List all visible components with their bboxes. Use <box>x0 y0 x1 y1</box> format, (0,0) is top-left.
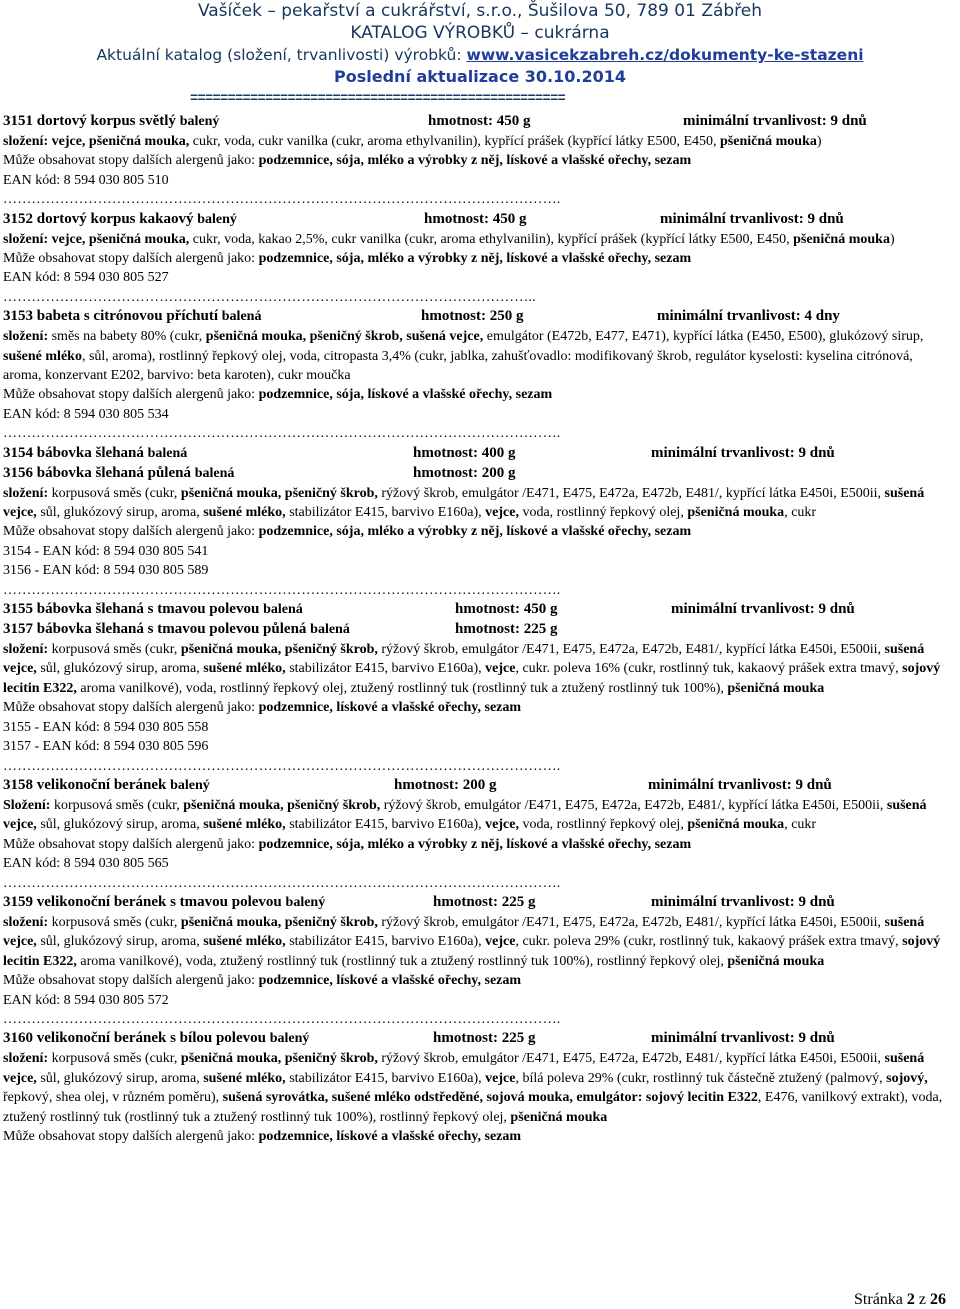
composition-text: stabilizátor E415, barvivo E160a), <box>285 817 486 833</box>
allergen-text: pšeničná mouka <box>510 1109 608 1125</box>
product-list <box>3 112 953 1146</box>
allergen-text: sušené mléko, <box>203 1070 286 1086</box>
dotted-separator: ………………………………………………………………………………………………………. <box>3 758 561 774</box>
product-shelf-life: minimální trvanlivost: 4 dny <box>657 308 840 325</box>
allergen-intro: Může obsahovat stopy dalších alergenů jako: <box>3 836 259 852</box>
allergen-text: pšeničná mouka, pšeničný škrob, <box>180 485 378 501</box>
allergen-list: podzemnice, sója, mléko a výrobky z něj, lískové a vlašské ořechy, sezam <box>258 836 692 852</box>
product-composition <box>3 484 953 523</box>
product-name: 3154 bábovka šlehaná <box>3 444 144 461</box>
composition-text: korpusová směs (cukr, <box>48 914 181 930</box>
product-heading <box>3 600 953 620</box>
allergen-text: sušené mléko, <box>203 661 286 677</box>
page-mid: z <box>914 1291 930 1308</box>
allergen-list: podzemnice, sója, mléko a výrobky z něj, lískové a vlašské ořechy, sezam <box>258 524 692 540</box>
product-name: 3151 dortový korpus světlý <box>3 113 176 129</box>
allergen-text: sojový lecitin E322, <box>3 934 941 969</box>
product-heading <box>3 1029 953 1049</box>
package-type: balený <box>269 1031 310 1047</box>
product-weight: hmotnost: 450 g <box>424 210 527 227</box>
allergen-text: pšeničná mouka, pšeničný škrob, <box>180 642 378 658</box>
product-3152 <box>3 210 953 308</box>
product-3154-3156 <box>3 444 953 600</box>
page-prefix: Stránka <box>854 1291 907 1308</box>
allergen-intro: Může obsahovat stopy dalších alergenů jako: <box>3 1128 259 1144</box>
allergen-text: vejce, <box>485 817 519 833</box>
allergen-warning <box>3 835 953 854</box>
composition-text: stabilizátor E415, barvivo E160a), <box>285 1070 486 1086</box>
product-composition <box>3 640 953 698</box>
allergen-text: pšeničná mouka, pšeničný škrob, <box>180 914 378 930</box>
allergen-list: podzemnice, lískové a vlašské ořechy, sezam <box>258 700 522 716</box>
composition-label: Složení: <box>3 797 51 813</box>
composition-text: stabilizátor E415, barvivo E160a), <box>285 505 486 521</box>
allergen-text: vejce, pšeničná mouka, <box>48 134 190 149</box>
composition-text: sůl, glukózový sirup, aroma, <box>36 934 204 950</box>
catalog-link-line <box>0 44 960 66</box>
ean-code: 3157 - EAN kód: 8 594 030 805 596 <box>3 739 209 755</box>
dotted-separator: ………………………………………………………………………………………………….. <box>3 289 536 305</box>
composition-text: směs na babety 80% (cukr, <box>48 329 206 345</box>
product-heading <box>3 307 953 327</box>
dotted-separator: ………………………………………………………………………………………………………. <box>3 1011 561 1027</box>
product-3153 <box>3 307 953 443</box>
composition-label: složení: <box>3 329 49 345</box>
ean-code: EAN kód: 8 594 030 805 565 <box>3 856 169 872</box>
package-type: balená <box>194 465 235 481</box>
allergen-intro: Může obsahovat stopy dalších alergenů jako: <box>3 973 259 989</box>
product-composition <box>3 796 953 835</box>
allergen-list: podzemnice, sója, mléko a výrobky z něj, lískové a vlašské ořechy, sezam <box>258 153 692 169</box>
composition-text: stabilizátor E415, barvivo E160a), <box>285 661 486 677</box>
composition-text: rýžový škrob, emulgátor /E471, E475, E472a, E472b, E481/, kypřící látka E450i, E500ii, <box>380 797 887 813</box>
product-shelf-life: minimální trvanlivost: 9 dnů <box>683 113 867 129</box>
allergen-text: vejce <box>485 934 516 950</box>
composition-text: korpusová směs (cukr, <box>50 797 184 813</box>
product-name: 3158 velikonoční beránek <box>3 776 167 793</box>
composition-label: složení: <box>3 485 49 501</box>
product-shelf-life: minimální trvanlivost: 9 dnů <box>671 601 855 618</box>
allergen-intro: Může obsahovat stopy dalších alergenů jako: <box>3 524 259 540</box>
product-name: 3159 velikonoční beránek s tmavou polevou <box>3 893 282 910</box>
page-total: 26 <box>930 1291 946 1308</box>
allergen-warning <box>3 249 953 268</box>
composition-text: rýžový škrob, emulgátor /E471, E475, E472a, E472b, E481/, kypřící látka E450i, E500ii, <box>377 642 885 658</box>
ean-code: 3154 - EAN kód: 8 594 030 805 541 <box>3 543 209 559</box>
composition-text: sůl, glukózový sirup, aroma, <box>36 817 204 833</box>
composition-text: rýžový škrob, emulgátor /E471, E475, E472a, E472b, E481/, kypřící látka E450i, E500ii, <box>377 914 885 930</box>
allergen-text: vejce <box>485 661 516 677</box>
product-weight: hmotnost: 450 g <box>428 113 531 129</box>
allergen-text: pšeničná mouka, pšeničný škrob, <box>183 797 381 813</box>
product-shelf-life: minimální trvanlivost: 9 dnů <box>651 1030 835 1047</box>
document-header <box>0 0 960 88</box>
package-type: balený <box>285 894 326 910</box>
product-shelf-life: minimální trvanlivost: 9 dnů <box>651 893 835 910</box>
header-separator: ================================================== <box>190 92 566 107</box>
product-weight: hmotnost: 225 g <box>433 893 536 910</box>
package-type: balený <box>197 211 237 227</box>
dotted-separator: ………………………………………………………………………………………………………. <box>3 192 561 208</box>
allergen-text: sušená vejce, <box>3 1051 925 1086</box>
product-3159 <box>3 893 953 1029</box>
last-update: Poslední aktualizace 30.10.2014 <box>334 67 626 86</box>
product-heading-secondary <box>3 620 953 640</box>
product-3155-3157 <box>3 600 953 776</box>
product-shelf-life: minimální trvanlivost: 9 dnů <box>660 210 844 227</box>
ean-code: 3156 - EAN kód: 8 594 030 805 589 <box>3 563 209 579</box>
product-composition <box>3 1049 953 1127</box>
product-composition <box>3 327 953 385</box>
product-3151 <box>3 112 953 210</box>
allergen-text: pšeničná mouka <box>687 817 785 833</box>
composition-text: korpusová směs (cukr, <box>48 642 181 658</box>
allergen-text: sojový lecitin E322, <box>3 661 941 696</box>
allergen-intro: Může obsahovat stopy dalších alergenů jako: <box>3 700 259 716</box>
composition-label: složení: <box>3 914 49 930</box>
page-number <box>854 1291 946 1309</box>
allergen-warning <box>3 1127 953 1146</box>
product-weight: hmotnost: 225 g <box>433 1030 536 1047</box>
composition-text: rýžový škrob, emulgátor /E471, E475, E472a, E472b, E481/, kypřící látka E450i, E500ii, <box>377 485 885 501</box>
allergen-text: pšeničná mouka, pšeničný škrob, <box>180 1051 378 1067</box>
allergen-warning <box>3 698 953 717</box>
allergen-intro: Může obsahovat stopy dalších alergenů jako: <box>3 387 259 403</box>
allergen-text: pšeničná mouka <box>793 231 890 247</box>
dotted-separator: ………………………………………………………………………………………………………. <box>3 875 561 891</box>
product-heading <box>3 776 953 796</box>
allergen-text: sušené mléko <box>3 348 82 364</box>
product-heading <box>3 112 953 132</box>
composition-text: ) <box>816 134 822 149</box>
composition-text: , sůl, aroma), rostlinný řepkový olej, voda, citropasta 3,4% (cukr, jablka, zahušťovadlo: modifikovaný škrob, regulátor kyselosti: kyselina citrónová, aroma, konzervant E202, barvivo: beta karoten), cukr moučka <box>3 348 913 384</box>
package-type: balená <box>221 309 262 325</box>
ean-code: 3155 - EAN kód: 8 594 030 805 558 <box>3 719 209 735</box>
product-3158 <box>3 776 953 893</box>
product-heading <box>3 444 953 464</box>
product-composition <box>3 230 953 249</box>
allergen-text: sojový, <box>886 1070 928 1086</box>
product-weight: hmotnost: 450 g <box>455 601 558 618</box>
allergen-list: podzemnice, sója, mléko a výrobky z něj, lískové a vlašské ořechy, sezam <box>258 251 692 267</box>
composition-text: cukr, voda, kakao 2,5%, cukr vanilka (cukr, aroma ethylvanilin), kypřící prášek (kypřící látky E500, E450, <box>189 231 794 247</box>
allergen-text: sušená syrovátka, sušené mléko odstředěné, sojová mouka, emulgátor: sojový lecitin E322 <box>222 1090 758 1106</box>
product-heading <box>3 210 953 230</box>
package-type: balený <box>179 114 220 129</box>
dotted-separator: ………………………………………………………………………………………………………. <box>3 426 561 442</box>
allergen-list: podzemnice, lískové a vlašské ořechy, sezam <box>258 1128 522 1144</box>
allergen-warning <box>3 385 953 404</box>
allergen-text: vejce, <box>485 505 519 521</box>
composition-label: složení: <box>3 231 49 247</box>
composition-text: ) <box>889 231 895 247</box>
allergen-text: sušená vejce, <box>3 914 925 950</box>
composition-text: stabilizátor E415, barvivo E160a), <box>285 934 486 950</box>
product-weight: hmotnost: 200 g <box>394 776 497 793</box>
allergen-intro: Může obsahovat stopy dalších alergenů jako: <box>3 153 259 169</box>
product-weight: hmotnost: 200 g <box>413 464 516 481</box>
product-heading-secondary <box>3 464 953 484</box>
product-name: 3152 dortový korpus kakaový <box>3 210 194 227</box>
composition-text: sůl, glukózový sirup, aroma, <box>36 505 204 521</box>
product-name: 3153 babeta s citrónovou příchutí <box>3 308 219 325</box>
composition-text: , E476, vanilkový extrakt), voda, ztužený rostlinný tuk (rostlinný tuk a ztužený rostlinný tuk 100%), rostlinný řepkový olej, <box>3 1090 943 1125</box>
product-3160 <box>3 1029 953 1146</box>
dotted-separator: ………………………………………………………………………………………………………. <box>3 582 561 598</box>
composition-text: aroma vanilkové), voda, rostlinný řepkový olej, ztužený rostlinný tuk (rostlinný tuk a ztužený rostlinný tuk 100%), <box>76 680 728 696</box>
product-name: 3155 bábovka šlehaná s tmavou polevou <box>3 601 260 618</box>
allergen-text: vejce, pšeničná mouka, <box>48 231 190 247</box>
composition-text: , cukr <box>784 505 817 521</box>
allergen-text: vejce <box>485 1070 516 1086</box>
allergen-text: sušená vejce, <box>3 642 925 677</box>
composition-text: sůl, glukózový sirup, aroma, <box>36 1070 204 1086</box>
allergen-text: sušené mléko, <box>203 505 286 521</box>
allergen-intro: Může obsahovat stopy dalších alergenů jako: <box>3 251 259 267</box>
allergen-warning <box>3 151 953 170</box>
composition-text: aroma vanilkové), voda, ztužený rostlinný tuk (rostlinný tuk a ztužený rostlinný tuk 100%), rostlinný řepkový olej, <box>76 953 728 969</box>
allergen-text: pšeničná mouka <box>720 134 817 149</box>
package-type: balená <box>263 602 303 618</box>
composition-text: korpusová směs (cukr, <box>48 1051 181 1067</box>
composition-text: rýžový škrob, emulgátor /E471, E475, E472a, E472b, E481/, kypřící látka E450i, E500ii, <box>377 1051 885 1067</box>
allergen-list: podzemnice, sója, lískové a vlašské ořechy, sezam <box>258 387 553 403</box>
allergen-text: pšeničná mouka <box>687 505 785 521</box>
allergen-text: pšeničná mouka <box>727 953 825 969</box>
composition-text: , cukr. poleva 16% (cukr, rostlinný tuk, kakaový prášek extra tmavý, <box>515 661 903 677</box>
product-composition <box>3 913 953 971</box>
allergen-text: sušené mléko, <box>203 934 286 950</box>
allergen-warning <box>3 522 953 541</box>
ean-code: EAN kód: 8 594 030 805 572 <box>3 992 169 1008</box>
composition-text: voda, rostlinný řepkový olej, <box>518 505 688 521</box>
composition-text: , bílá poleva 29% (cukr, rostlinný tuk částečně ztužený (palmový, <box>515 1070 887 1086</box>
allergen-text: pšeničná mouka <box>727 680 825 696</box>
company-line: Vašíček – pekařství a cukrářství, s.r.o., Šušilova 50, 789 01 Zábřeh <box>197 1 763 21</box>
ean-code: EAN kód: 8 594 030 805 527 <box>3 270 169 286</box>
product-heading <box>3 893 953 913</box>
catalog-title: KATALOG VÝROBKŮ – cukrárna <box>350 23 610 43</box>
composition-text: emulgátor (E472b, E477, E471), kypřící látka (E450, E500), glukózový sirup, <box>483 329 924 345</box>
package-type: balený <box>170 777 210 793</box>
composition-text: voda, rostlinný řepkový olej, <box>518 817 688 833</box>
allergen-text: sušená vejce, <box>3 485 925 521</box>
composition-label: složení: <box>3 1051 49 1067</box>
composition-text: cukr, voda, cukr vanilka (cukr, aroma ethylvanilin), kypřící prášek (kypřící látky E500, E450, <box>189 134 720 149</box>
allergen-text: sušená vejce, <box>3 797 927 833</box>
composition-label: složení: <box>3 642 49 658</box>
product-name: 3157 bábovka šlehaná s tmavou polevou půlená <box>3 621 307 638</box>
composition-text: sůl, glukózový sirup, aroma, <box>36 661 204 677</box>
ean-code: EAN kód: 8 594 030 805 510 <box>3 172 169 188</box>
composition-text: , cukr <box>784 817 817 833</box>
composition-text: řepkový, shea olej, v různém poměru), <box>3 1090 223 1106</box>
product-weight: hmotnost: 225 g <box>455 621 558 638</box>
package-type: balená <box>147 445 188 461</box>
product-name: 3156 bábovka šlehaná půlená <box>3 464 191 481</box>
product-weight: hmotnost: 400 g <box>413 444 516 461</box>
product-name: 3160 velikonoční beránek s bílou polevou <box>3 1030 266 1047</box>
catalog-prefix: Aktuální katalog (složení, trvanlivosti) výrobků: <box>96 46 467 64</box>
allergen-text: sušené mléko, <box>203 817 286 833</box>
composition-text: , cukr. poleva 29% (cukr, rostlinný tuk, kakaový prášek extra tmavý, <box>515 934 903 950</box>
product-shelf-life: minimální trvanlivost: 9 dnů <box>648 776 832 793</box>
page-current: 2 <box>906 1291 915 1308</box>
allergen-list: podzemnice, lískové a vlašské ořechy, sezam <box>258 973 522 989</box>
composition-label: složení: <box>3 134 49 149</box>
catalog-url-link[interactable]: www.vasicekzabreh.cz/dokumenty-ke-stazeni <box>466 46 864 64</box>
package-type: balená <box>310 622 350 638</box>
allergen-warning <box>3 971 953 990</box>
allergen-text: pšeničná mouka, pšeničný škrob, sušená vejce, <box>205 329 484 345</box>
ean-code: EAN kód: 8 594 030 805 534 <box>3 406 169 422</box>
product-weight: hmotnost: 250 g <box>421 308 524 325</box>
product-composition <box>3 132 953 151</box>
product-shelf-life: minimální trvanlivost: 9 dnů <box>651 444 835 461</box>
composition-text: korpusová směs (cukr, <box>48 485 181 501</box>
